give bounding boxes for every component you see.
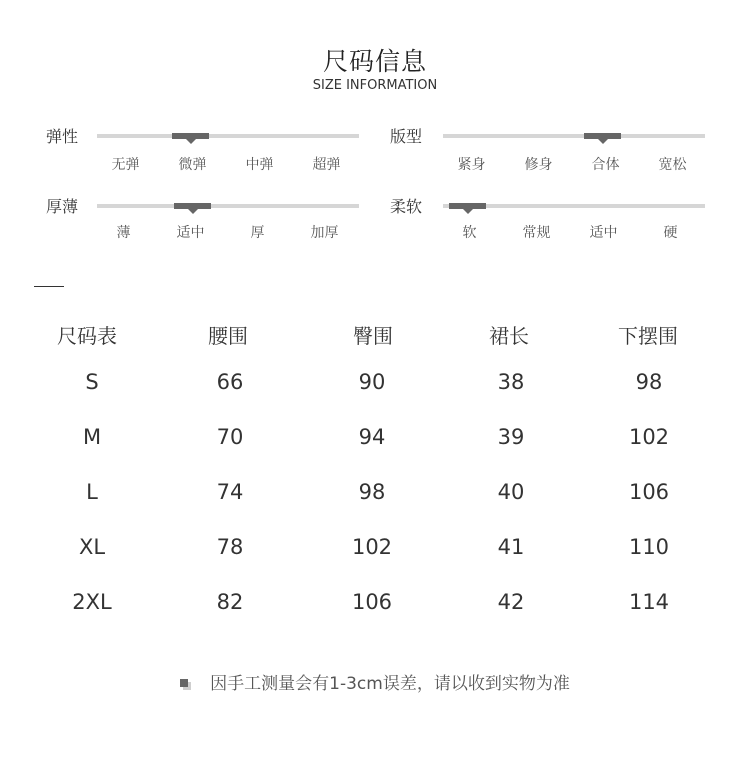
scale-option: 硬 xyxy=(663,225,678,241)
scale-options xyxy=(436,222,704,242)
page-title: 尺码信息 xyxy=(322,47,427,76)
scale-option: 厚 xyxy=(250,225,265,241)
scale-option: 紧身 xyxy=(457,157,486,173)
table-cell: 40 xyxy=(497,480,525,504)
attribute-label: 版型 xyxy=(390,127,423,146)
scale-option: 常规 xyxy=(522,225,551,241)
square-bullet-icon xyxy=(180,679,188,687)
table-header-cell: 下摆围 xyxy=(618,324,678,348)
table-cell: 78 xyxy=(216,535,244,559)
measurement-note xyxy=(0,669,750,694)
table-cell: S xyxy=(85,370,99,394)
table-cell: 70 xyxy=(216,425,244,449)
scale-track xyxy=(443,134,705,138)
table-row xyxy=(0,370,750,404)
table-cell: 110 xyxy=(628,535,670,559)
scale-marker xyxy=(172,133,209,139)
table-header-cell: 腰围 xyxy=(208,324,248,348)
table-cell: 98 xyxy=(358,480,386,504)
measurement-note-text: 因手工测量会有1-3cm误差，请以收到实物为准 xyxy=(210,674,570,694)
table-cell: 102 xyxy=(628,425,670,449)
table-row xyxy=(0,425,750,459)
table-cell: 66 xyxy=(216,370,244,394)
scale-options xyxy=(92,154,360,174)
scale-option: 微弹 xyxy=(178,157,207,173)
table-cell: 42 xyxy=(497,590,525,614)
table-header-cell: 臀围 xyxy=(353,324,393,348)
scale-option: 无弹 xyxy=(111,157,140,173)
scale-option: 宽松 xyxy=(658,157,687,173)
table-cell: L xyxy=(86,480,98,504)
scale-option: 软 xyxy=(462,225,477,241)
scale-option: 合体 xyxy=(591,157,620,173)
scale-options xyxy=(90,222,358,242)
table-cell: 98 xyxy=(635,370,663,394)
scale-option: 超弹 xyxy=(312,157,341,173)
scale-option: 中弹 xyxy=(245,157,274,173)
table-header-row xyxy=(0,320,750,354)
scale-track xyxy=(443,204,705,208)
scale-marker xyxy=(174,203,211,209)
table-cell: 41 xyxy=(497,535,525,559)
table-header-cell: 裙长 xyxy=(489,324,529,348)
table-cell: 2XL xyxy=(72,590,112,614)
scale-option: 加厚 xyxy=(310,225,339,241)
attribute-label: 柔软 xyxy=(390,197,423,216)
scale-track xyxy=(97,204,359,208)
table-cell: 38 xyxy=(497,370,525,394)
table-header-cell: 尺码表 xyxy=(57,324,117,348)
attribute-label: 弹性 xyxy=(46,127,79,146)
table-cell: 90 xyxy=(358,370,386,394)
table-cell: 102 xyxy=(351,535,393,559)
table-row xyxy=(0,590,750,624)
page-subtitle: SIZE INFORMATION xyxy=(312,78,438,93)
table-cell: 114 xyxy=(628,590,670,614)
table-row xyxy=(0,480,750,514)
table-cell: 39 xyxy=(497,425,525,449)
table-cell: M xyxy=(82,425,102,449)
table-cell: 106 xyxy=(351,590,393,614)
table-cell: 74 xyxy=(216,480,244,504)
table-cell: 82 xyxy=(216,590,244,614)
table-cell: 94 xyxy=(358,425,386,449)
scale-option: 适中 xyxy=(589,225,618,241)
attribute-label: 厚薄 xyxy=(46,197,79,216)
scale-options xyxy=(438,154,706,174)
scale-option: 薄 xyxy=(116,225,131,241)
scale-marker xyxy=(584,133,621,139)
table-cell: XL xyxy=(78,535,106,559)
scale-option: 修身 xyxy=(524,157,553,173)
scale-option: 适中 xyxy=(176,225,205,241)
table-row xyxy=(0,535,750,569)
section-divider xyxy=(34,286,64,287)
scale-track xyxy=(97,134,359,138)
scale-marker xyxy=(449,203,486,209)
table-cell: 106 xyxy=(628,480,670,504)
